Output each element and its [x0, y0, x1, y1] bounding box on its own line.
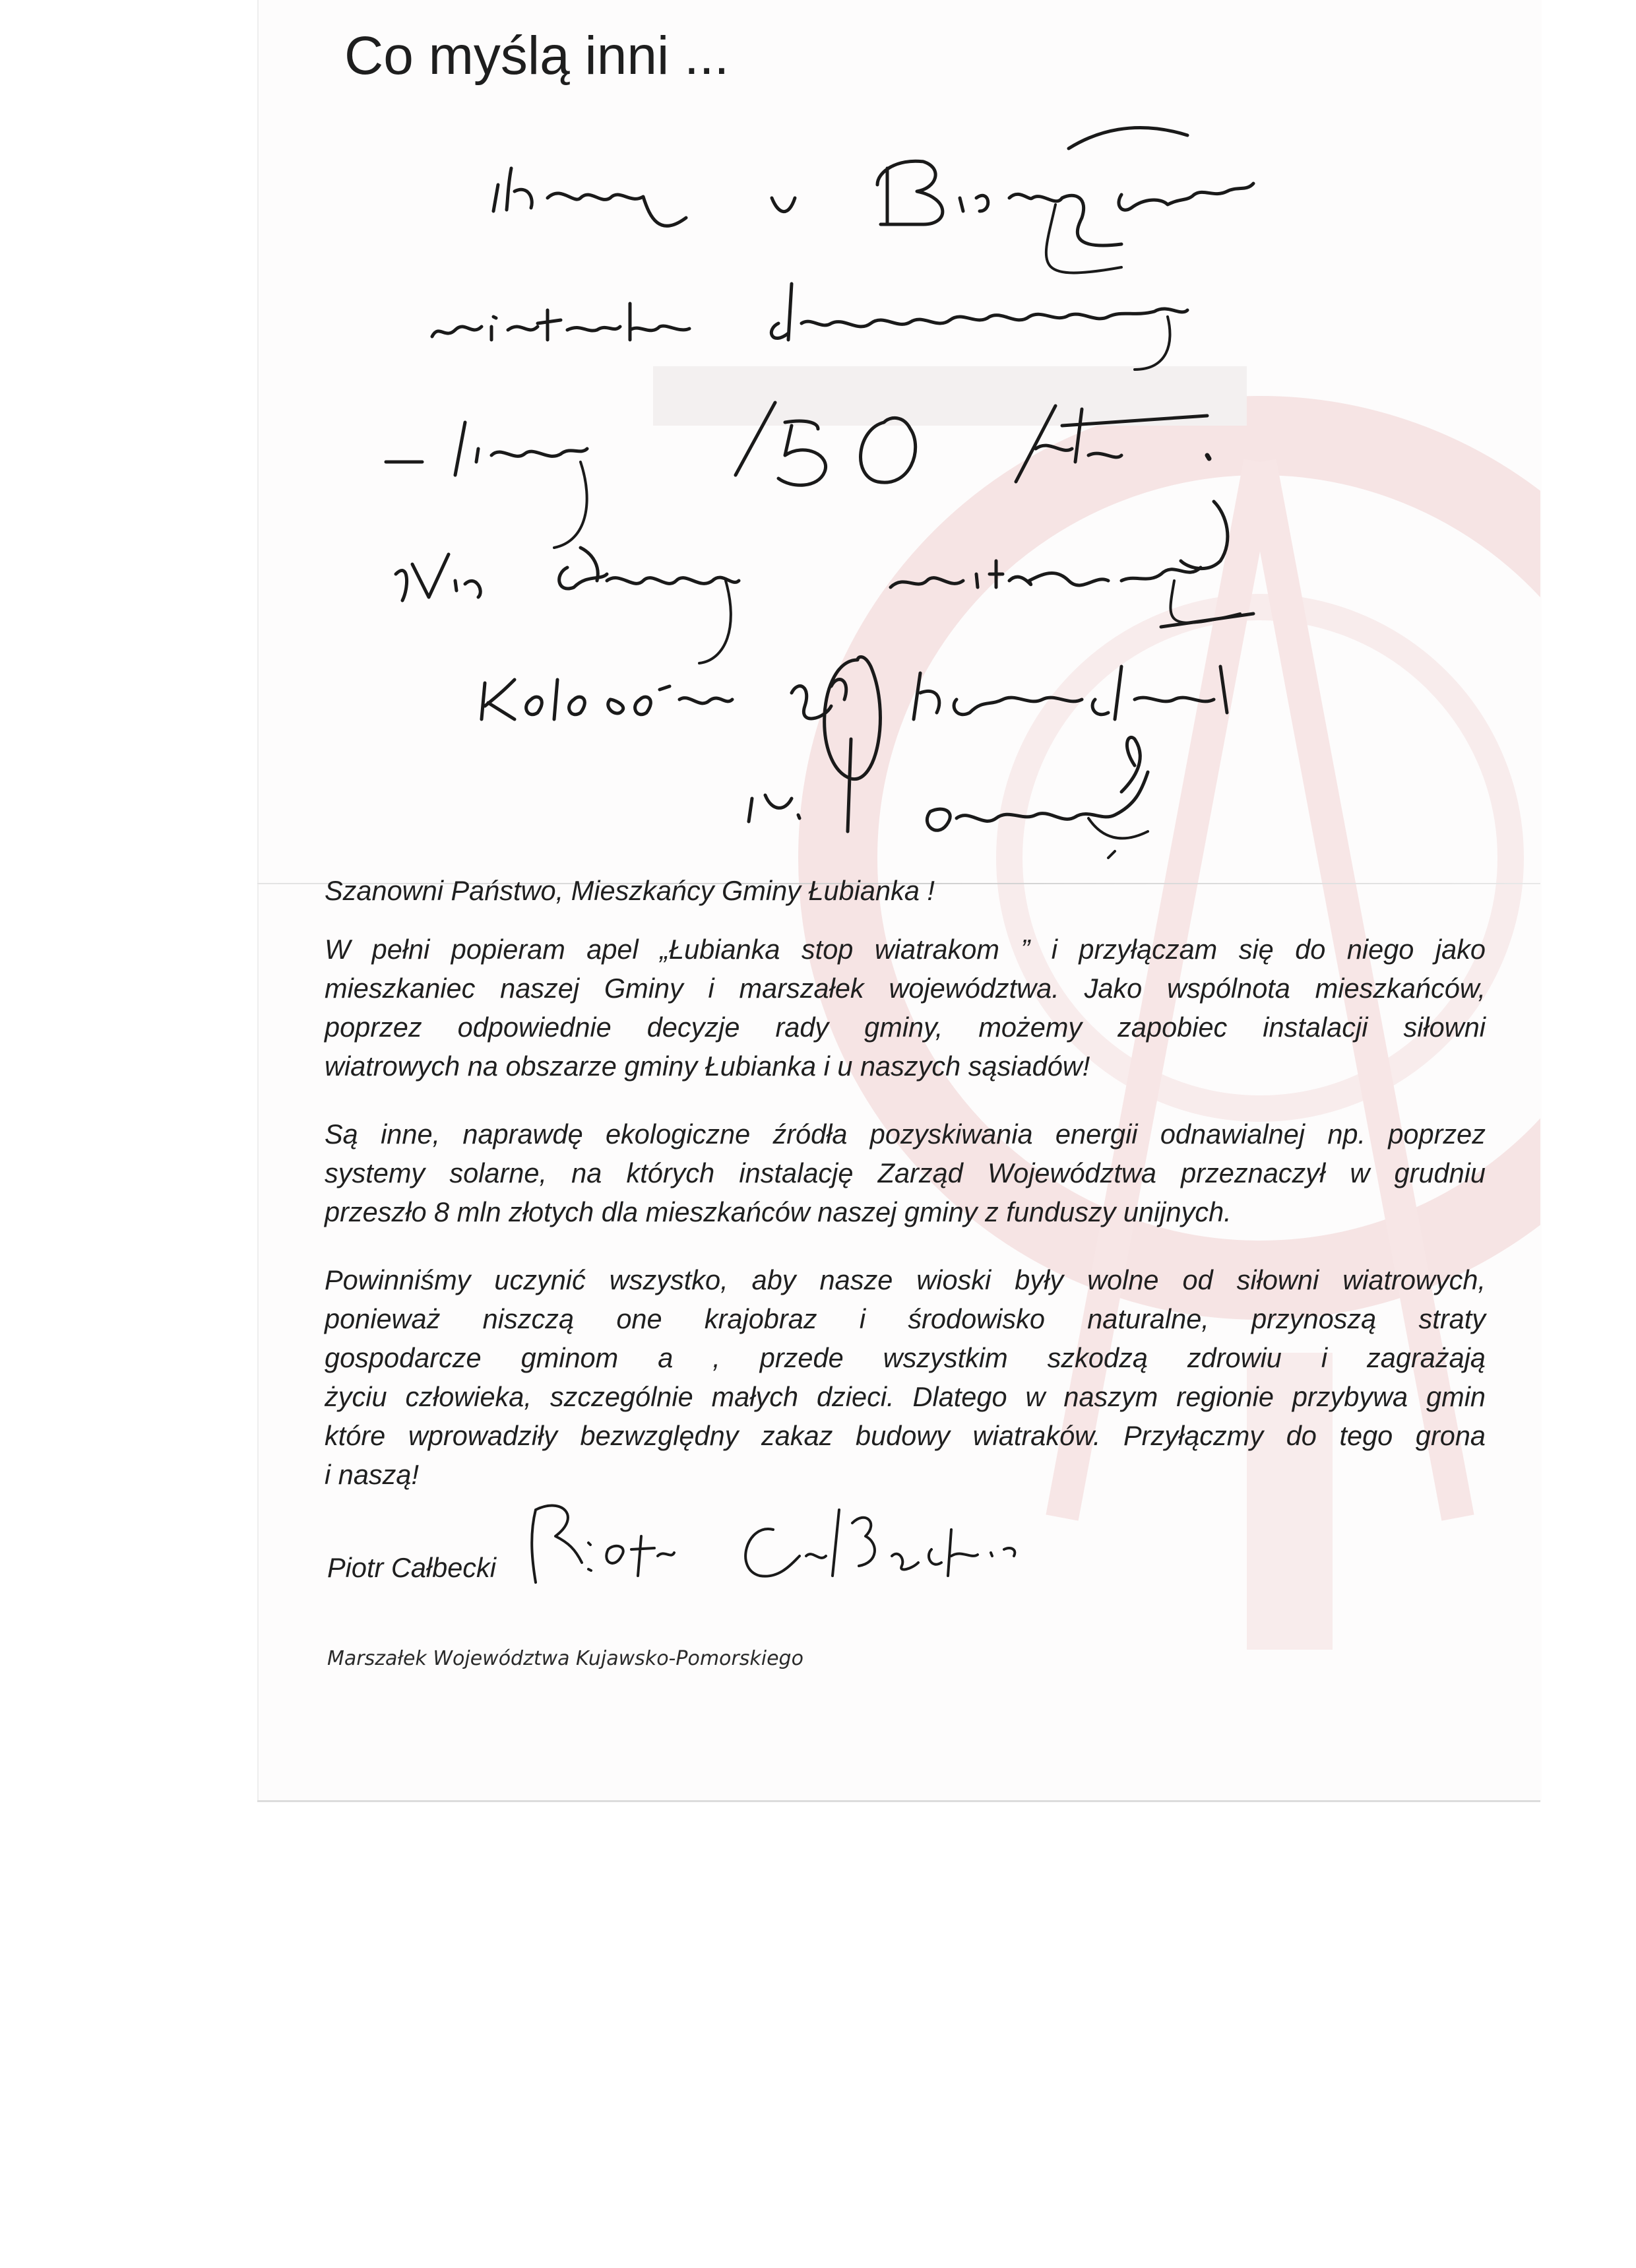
handwriting-strokes	[0, 0, 1636, 924]
paragraph-line: gospodarcze gminom a , przede wszystkim szkodzą zdrowiu i zagrażają	[325, 1342, 1486, 1373]
paragraph-line: ponieważ niszczą one krajobraz i środowisko naturalne, przynoszą straty	[325, 1303, 1486, 1334]
letter-body	[325, 871, 1486, 1589]
letter-paragraph-1	[325, 930, 1486, 1085]
paragraph-line: które wprowadziły bezwzględny zakaz budowy wiatraków. Przyłączmy do tego grona	[325, 1420, 1486, 1451]
page-heading: Co myślą inni ...	[344, 26, 730, 86]
handwritten-signature	[522, 1483, 1116, 1602]
paragraph-line: i naszą!	[325, 1459, 420, 1490]
paragraph-line: Są inne, naprawdę ekologiczne źródła pozyskiwania energii odnawialnej np. poprzez	[325, 1118, 1486, 1150]
paragraph-line: Powinniśmy uczynić wszystko, aby nasze wioski były wolne od siłowni wiatrowych,	[325, 1264, 1486, 1295]
paragraph-line: życiu człowieka, szczególnie małych dzieci. Dlatego w naszym regionie przybywa gmin	[325, 1381, 1486, 1412]
letter-greeting: Szanowni Państwo, Mieszkańcy Gminy Łubianka !	[325, 875, 935, 906]
paragraph-line: wiatrowych na obszarze gminy Łubianka i u naszych sąsiadów!	[325, 1051, 1090, 1082]
letter-paragraph-2	[325, 1115, 1486, 1231]
paragraph-line: mieszkaniec naszej Gminy i marszałek województwa. Jako wspólnota mieszkańców,	[325, 973, 1486, 1004]
signer-name: Piotr Całbecki	[327, 1552, 497, 1583]
signature-block	[325, 1510, 1486, 1589]
signer-title: Marszałek Województwa Kujawsko-Pomorskiego	[327, 1647, 803, 1670]
paragraph-line: systemy solarne, na których instalację Zarząd Województwa przeznaczył w grudniu	[325, 1157, 1486, 1188]
paragraph-line: przeszło 8 mln złotych dla mieszkańców naszej gminy z funduszy unijnych.	[325, 1196, 1232, 1227]
paragraph-line: poprzez odpowiednie decyzje rady gminy, możemy zapobiec instalacji siłowni	[325, 1012, 1486, 1043]
paragraph-line: W pełni popieram apel „Łubianka stop wiatrakom ” i przyłączam się do niego jako	[325, 934, 1486, 965]
letter-paragraph-3	[325, 1260, 1486, 1494]
